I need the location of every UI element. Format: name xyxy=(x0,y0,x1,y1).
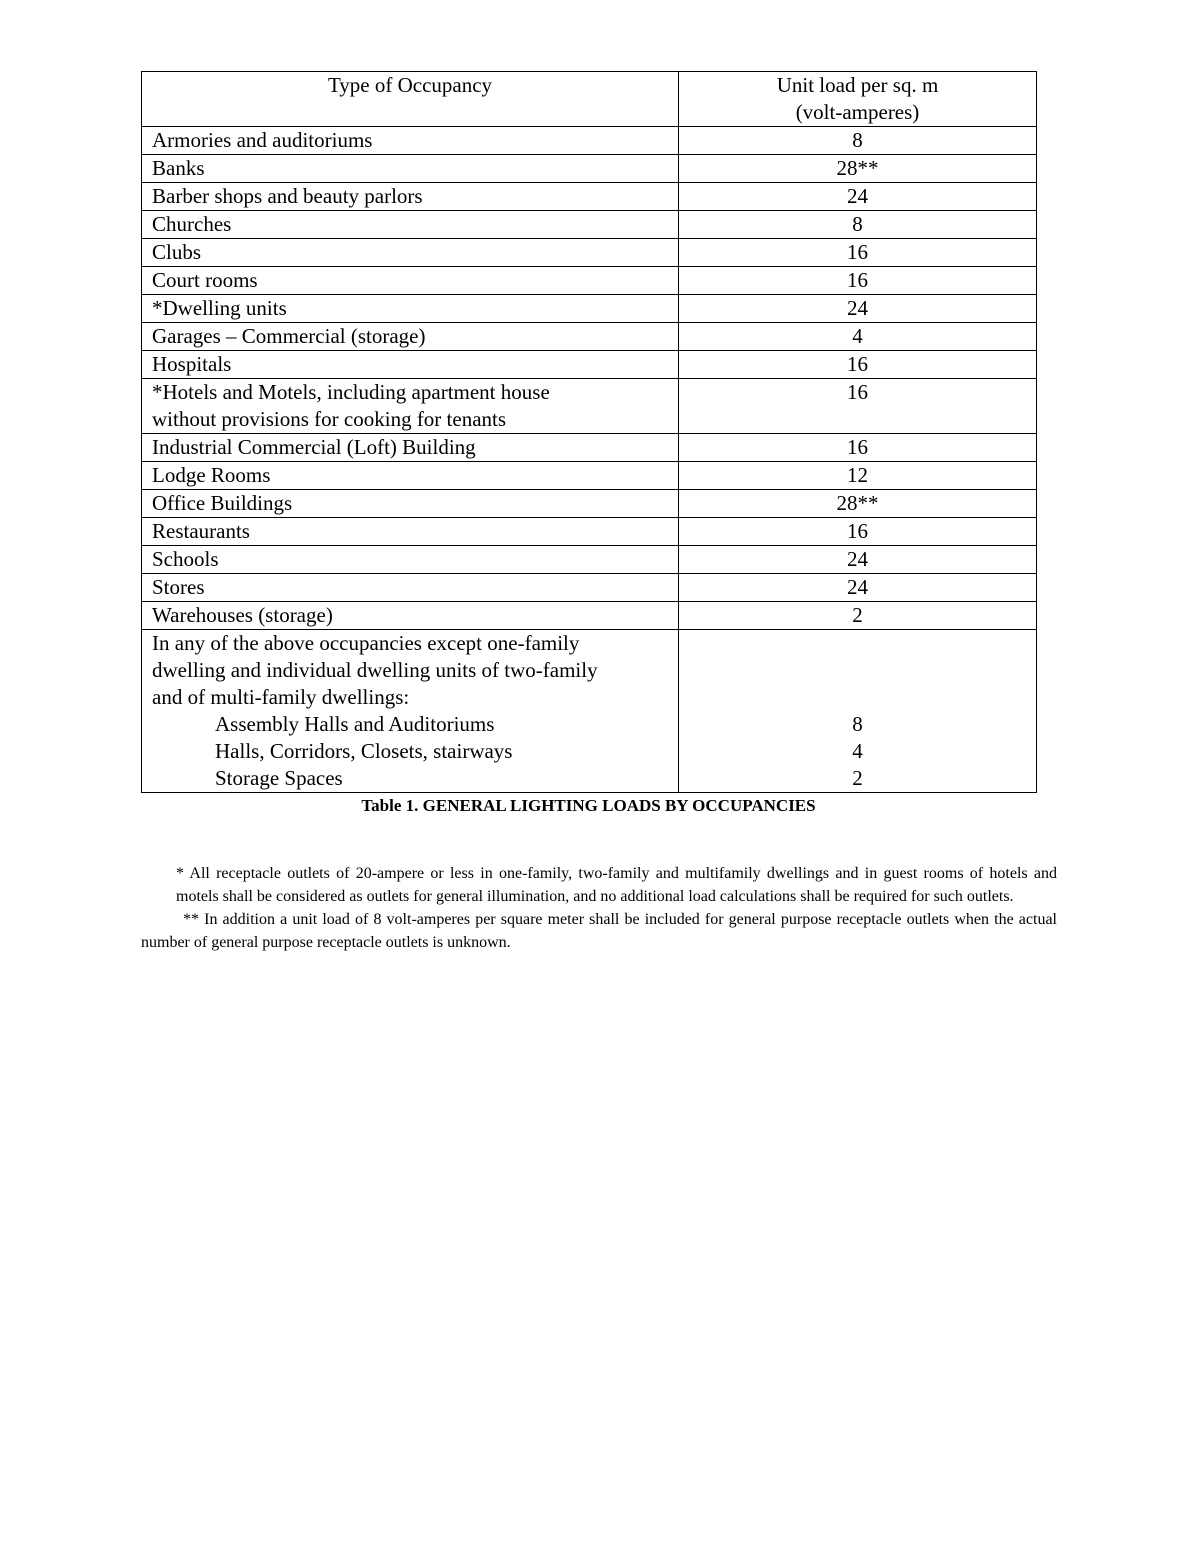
table-row xyxy=(142,490,1037,518)
table-row xyxy=(142,518,1037,546)
table-row xyxy=(142,267,1037,295)
load-cell: 2 xyxy=(679,602,1037,630)
table-row xyxy=(142,323,1037,351)
table-row xyxy=(142,351,1037,379)
header-occupancy xyxy=(142,72,679,127)
table-row xyxy=(142,379,1037,434)
load-cell: 28** xyxy=(679,490,1037,518)
table-caption: Table 1. GENERAL LIGHTING LOADS BY OCCUPANCIES xyxy=(361,796,816,815)
occupancy-cell: *Dwelling units xyxy=(142,295,679,323)
load-cell: 24 xyxy=(679,546,1037,574)
occupancy-line: *Hotels and Motels, including apartment house xyxy=(152,380,550,404)
blank-line xyxy=(689,657,1026,684)
sub-item-occupancy: Halls, Corridors, Closets, stairways xyxy=(215,739,513,763)
table-row xyxy=(142,127,1037,155)
table-row xyxy=(142,155,1037,183)
occupancy-cell: Court rooms xyxy=(142,267,679,295)
occupancy-cell: Churches xyxy=(142,211,679,239)
occupancy-cell: Armories and auditoriums xyxy=(142,127,679,155)
intro-line: dwelling and individual dwelling units of two-family xyxy=(152,658,598,682)
load-cell: 24 xyxy=(679,183,1037,211)
load-cell: 16 xyxy=(679,518,1037,546)
table-row xyxy=(142,239,1037,267)
footnote-asterisk: * All receptacle outlets of 20-ampere or less in one-family, two-family and multifamily dwellings and in guest rooms of hotels and motels shall be considered as outlets for general illumination, and no additional load calculations shall be required for such outlets. xyxy=(176,865,1057,905)
occupancy-cell: Restaurants xyxy=(142,518,679,546)
occupancy-cell: Garages – Commercial (storage) xyxy=(142,323,679,351)
table-row xyxy=(142,546,1037,574)
load-cell: 8 xyxy=(679,211,1037,239)
sub-item-occupancy: Assembly Halls and Auditoriums xyxy=(215,712,495,736)
sub-item-occupancy: Storage Spaces xyxy=(215,766,343,790)
intro-line: and of multi-family dwellings: xyxy=(152,685,410,709)
table-row xyxy=(142,574,1037,602)
load-cell: 16 xyxy=(679,267,1037,295)
load-cell: 16 xyxy=(679,379,1037,434)
load-cell: 24 xyxy=(679,574,1037,602)
table-row xyxy=(142,295,1037,323)
occupancy-cell: Stores xyxy=(142,574,679,602)
header-occupancy-label: Type of Occupancy xyxy=(327,73,493,97)
occupancy-cell: Clubs xyxy=(142,239,679,267)
header-unit-load-line1: Unit load per sq. m xyxy=(776,73,939,97)
occupancy-line: without provisions for cooking for tenants xyxy=(152,407,507,431)
sub-item-load: 4 xyxy=(852,739,863,763)
lighting-loads-table xyxy=(141,71,1037,793)
footnote-double-asterisk: ** In addition a unit load of 8 volt-amperes per square meter shall be included for general purpose receptacle outlets when the actual number of general purpose receptacle outlets is unknown. xyxy=(141,911,1057,951)
occupancy-cell: Banks xyxy=(142,155,679,183)
table-row xyxy=(142,462,1037,490)
occupancy-cell xyxy=(142,379,679,434)
header-unit-load-line2: (volt-amperes) xyxy=(795,100,920,124)
footnotes xyxy=(141,862,1057,954)
occupancy-cell xyxy=(142,630,679,793)
occupancy-cell: Office Buildings xyxy=(142,490,679,518)
occupancy-cell: Industrial Commercial (Loft) Building xyxy=(142,434,679,462)
blank-line xyxy=(689,684,1026,711)
load-cell: 16 xyxy=(679,434,1037,462)
occupancy-cell: Schools xyxy=(142,546,679,574)
load-cell: 28** xyxy=(679,155,1037,183)
occupancy-cell: Warehouses (storage) xyxy=(142,602,679,630)
table-row xyxy=(142,183,1037,211)
load-cell: 4 xyxy=(679,323,1037,351)
table-row xyxy=(142,211,1037,239)
load-cell: 24 xyxy=(679,295,1037,323)
load-cell xyxy=(679,630,1037,793)
table-row-other-occupancies xyxy=(142,630,1037,793)
occupancy-cell: Lodge Rooms xyxy=(142,462,679,490)
sub-item-load: 8 xyxy=(852,712,863,736)
intro-line: In any of the above occupancies except one-family xyxy=(152,631,580,655)
table-row xyxy=(142,602,1037,630)
load-cell: 8 xyxy=(679,127,1037,155)
load-cell: 12 xyxy=(679,462,1037,490)
table-header-row xyxy=(142,72,1037,127)
blank-line xyxy=(689,630,1026,657)
load-cell: 16 xyxy=(679,351,1037,379)
occupancy-cell: Barber shops and beauty parlors xyxy=(142,183,679,211)
occupancy-cell: Hospitals xyxy=(142,351,679,379)
header-unit-load xyxy=(679,72,1037,127)
load-cell: 16 xyxy=(679,239,1037,267)
table-row xyxy=(142,434,1037,462)
sub-item-load: 2 xyxy=(852,766,863,790)
